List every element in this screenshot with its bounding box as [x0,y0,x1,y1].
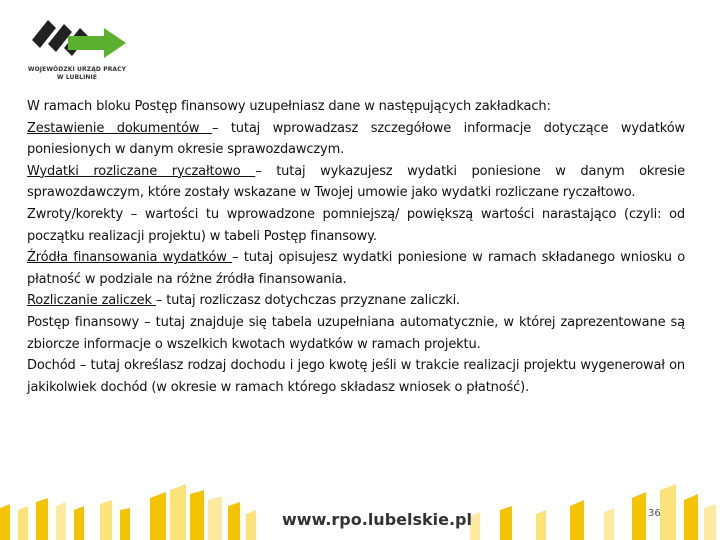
item-wydatki-ryczaltowe [27,161,685,204]
logo-line-2: W LUBLINIE [56,74,98,81]
item-text: – tutaj wprowadzasz szczegółowe informacje dotyczące wydatków poniesionych w danym okresie sprawozdawczym. [27,120,685,158]
item-rozliczanie-zaliczek [27,290,685,312]
footer [0,480,720,540]
item-term: Wydatki rozliczane ryczałtowo [27,163,256,179]
item-zestawienie [27,118,685,161]
wup-logo [18,10,138,90]
item-dochod: Dochód – tutaj określasz rodzaj dochodu i jego kwotę jeśli w trakcie realizacji projektu wygenerował on jakikolwiek dochód (w okresie w ramach którego składasz wniosek o płatność). [27,358,685,395]
item-zrodla-finansowania [27,247,685,290]
item-text: – tutaj opisujesz wydatki poniesione w ramach składanego wniosku o płatność w podziale na różne źródła finansowania. [27,250,685,287]
wup-logo-arrows-icon [26,10,130,64]
item-text: – tutaj rozliczasz dotychczas przyznane zaliczki. [155,293,461,309]
item-term: Rozliczanie zaliczek [27,293,156,309]
item-text: – tutaj wykazujesz wydatki poniesione w danym okresie sprawozdawczym, które zostały wskazane w Twojej umowie jako wydatki rozliczane ryczałtowo. [27,163,685,201]
item-postep-finansowy: Postęp finansowy – tutaj znajduje się tabela uzupełniana automatycznie, w której zaprezentowane są zbiorcze informacje o wszelkich kwotach wydatków w ramach projektu. [27,314,685,352]
item-zwroty-korekty: Zwroty/korekty – wartości tu wprowadzone pomniejszą/ powiększą wartości narastająco (czyli: od początku realizacji projektu) w tabeli Postęp finansowy. [27,206,685,244]
page-number: 36 [648,508,661,519]
item-term: Zestawienie dokumentów [27,120,212,136]
footer-url: www.rpo.lubelskie.pl [282,510,472,529]
intro-text: W ramach bloku Postęp finansowy uzupełniasz dane w następujących zakładkach: [27,99,551,114]
logo-line-1: WOJEWÓDZKI URZĄD PRACY [27,66,127,73]
item-term: Źródła finansowania wydatków [27,250,233,266]
content-body [27,96,685,398]
